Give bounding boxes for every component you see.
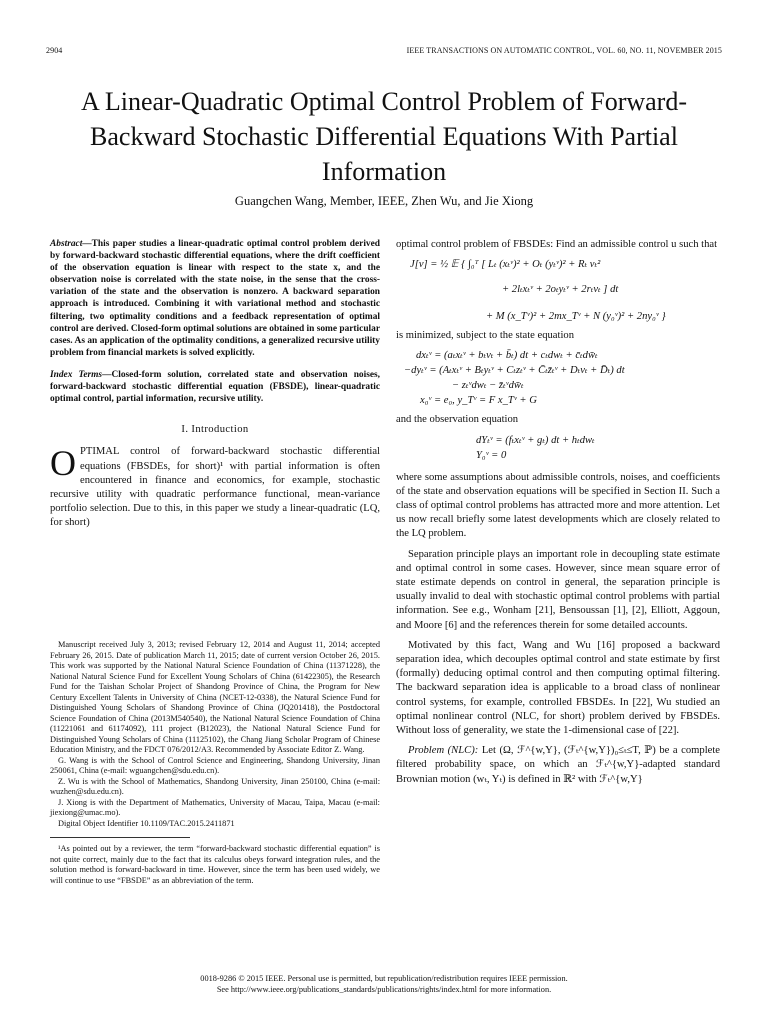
copyright-line: 0018-9286 © 2015 IEEE. Personal use is permitted, but republication/redistribution requires IEEE permission. bbox=[200, 974, 568, 983]
manuscript-note: Manuscript received July 3, 2013; revised February 12, 2014 and August 11, 2014; accepted February 26, 2015. Date of publication March 11, 2015; date of current version October 26, 2015. This work was supported by the National Natural Science Foundation of China (11371228), the National Natural Science Fund for Excellent Young Scholars of China (61422305), the Research Fund for the Taishan Scholar Project of Shandong Province of China, the Program for New Century Excellent Talents in University of China (NCET-12-0338), the Natural Science Fund for Distinguished Young Scholars of Shandong Province of China (JQ201418), the Postdoctoral Science Foundation of China (2013M540540), the National Natural Science Foundation of China (11221061 and 61174092), 111 project (B12023), the National Natural Science Fund for Distinguished Young Scholars of China (11125102), the Chang Jiang Scholar Program of Chinese Education Ministry, and the FDCT 076/2012/A3. Recommended by Associate Editor Z. Wang. bbox=[50, 640, 380, 754]
paragraph-problem-nlc bbox=[396, 744, 720, 787]
cost-functional bbox=[396, 257, 720, 324]
right-column bbox=[396, 238, 720, 787]
state-eq-intro: is minimized, subject to the state equation bbox=[396, 330, 574, 342]
paper-title: A Linear-Quadratic Optimal Control Problem of Forward-Backward Stochastic Differential Equations With Partial Information bbox=[81, 87, 687, 186]
state-line-2: −dyₜᵛ = (Aₜxₜᵛ + Bₜyₜᵛ + Cₜzₜᵛ + C̄ₜz̄ₜᵛ + Dₜvₜ + D̄ₜ) dt bbox=[404, 365, 625, 377]
index-terms-text: —Closed-form solution, correlated state and observation noises, forward-backward stochastic differential equation (FBSDE), linear-quadratic optimal control, partial information, recursive utility. bbox=[50, 369, 381, 405]
state-line-3: − zₜᵛdwₜ − z̄ₜᵛdw̄ₜ bbox=[452, 380, 524, 392]
state-equation bbox=[396, 348, 720, 408]
abstract-text: —This paper studies a linear-quadratic optimal control problem derived by forward-backward stochastic differential equations, where the drift coefficient of the observation equation is linear with respect to the state x, and the observation noise is correlated with the state noise, in the sense that the cross-variation of the state and the observation is nonzero. A backward separation approach is introduced. Combining it with variational method and stochastic filtering, two optimality conditions and a feedback representation of optimal control are derived. Closed-form optimal solutions are obtained in some particular cases. As an application of the optimality conditions, a generalized recursive utility problem from financial markets is solved explicitly. bbox=[50, 239, 380, 358]
section-heading-introduction: I. Introduction bbox=[181, 424, 249, 436]
observation-equation bbox=[396, 433, 720, 463]
paragraph-separation: Separation principle plays an important role in decoupling state estimate and optimal control in some cases. However, since mean square error of state estimate depends on control in general, the separation principle is usually invalid to deal with stochastic optimal control problems with partial information. See e.g., Wonham [21], Bensoussan [1], [2], Elliott, Aggoun, and Moore [6] and the references therein for some detailed accounts. bbox=[396, 548, 720, 631]
abstract-label: Abstract bbox=[50, 239, 83, 249]
problem-statement: optimal control problem of FBSDEs: Find an admissible control u such that bbox=[396, 239, 718, 250]
doi-note: Digital Object Identifier 10.1109/TAC.2015.2411871 bbox=[58, 818, 235, 828]
obs-line-2: Y₀ᵛ = 0 bbox=[476, 449, 507, 461]
rights-url-line: See http://www.ieee.org/publications_standards/publications/rights/index.html for more information. bbox=[216, 985, 552, 994]
affiliation-wu: Z. Wu is with the School of Mathematics, Shandong University, Jinan 250100, China (e-mail: wuzhen@sdu.edu.cn). bbox=[50, 776, 380, 796]
cost-line-1: J[v] = ½ 𝔼 { ∫₀ᵀ [ Lₜ (xₜᵛ)² + Oₜ (yₜᵛ)² + Rₜ vₜ² bbox=[410, 259, 601, 271]
cost-line-3: + M (x_Tᵛ)² + 2mx_Tᵛ + N (y₀ᵛ)² + 2ny₀ᵛ } bbox=[486, 311, 666, 323]
problem-text: Let (Ω, ℱ^{w,Y}, (ℱₜ^{w,Y})₀≤ₜ≤T, ℙ) be a complete filtered probability space, on which an ℱₜ^{w,Y}-adapted standard Brownian motion (wₜ, Yₜ) is defined in ℝ² with ℱₜ^{w,Y} bbox=[396, 745, 720, 785]
drop-cap: O bbox=[50, 443, 76, 484]
intro-paragraph bbox=[50, 445, 380, 530]
first-page-notes bbox=[50, 640, 380, 886]
paragraph-backward-separation: Motivated by this fact, Wang and Wu [16] proposed a backward separation idea, which decouples optimal control and state estimate by first (formally) deducing optimal control and then computing optimal filtering. The backward separation idea is applicable to a broad class of nonlinear control systems, for example, controlled FBSDEs. In [22], Wu studied an optimal nonlinear control (NLC, for short) problem derived by FBSDEs. Without loss of generality, we state the 1-dimensional case of [22]. bbox=[396, 639, 720, 737]
affiliation-wang: G. Wang is with the School of Control Science and Engineering, Shandong University, Jinan 250061, China (e-mail: wguangchen@sdu.edu.cn). bbox=[50, 755, 380, 775]
state-line-4: x₀ᵛ = e₀, y_Tᵛ = F x_Tᵛ + G bbox=[420, 395, 537, 407]
page-number: 2904 bbox=[46, 46, 63, 55]
copyright-footer bbox=[0, 973, 768, 995]
state-line-1: dxₜᵛ = (aₜxₜᵛ + bₜvₜ + b̄ₜ) dt + cₜdwₜ + c̄ₜdw̄ₜ bbox=[416, 350, 598, 362]
affiliation-xiong: J. Xiong is with the Department of Mathematics, University of Macau, Taipa, Macau (e-mail: jiexiong@umac.mo). bbox=[50, 797, 380, 817]
obs-line-1: dYₜᵛ = (fₜxₜᵛ + gₜ) dt + hₜdwₜ bbox=[476, 434, 595, 446]
observation-eq-intro: and the observation equation bbox=[396, 414, 519, 426]
index-terms bbox=[50, 369, 380, 405]
paragraph-assumptions: where some assumptions about admissible controls, noises, and coefficients of the state and observation equations will be specified in Section II. Such a class of optimal control problems has attracted more and more attention. Let us now recall briefly some latest developments which are closely related to the LQ problem. bbox=[396, 471, 720, 540]
intro-text: PTIMAL control of forward-backward stochastic differential equations (FBSDEs, for short)¹ with partial information is often encountered in finance and economics, for example, stochastic recursive utility with quadratic performance functional, mean-variance portfolio selection. Due to this, in this paper we study a linear-quadratic (LQ, for short) bbox=[50, 446, 380, 529]
abstract bbox=[50, 238, 380, 359]
footnote-1: ¹As pointed out by a reviewer, the term “forward-backward stochastic differential equation” is not quite correct, mainly due to the fact that its calculus obeys forward integration rules, and the solution method is forward-backward in time. However, since the term has been used widely, we will continue to use “FBSDE” as an abbreviation of the term. bbox=[50, 844, 380, 885]
left-column bbox=[50, 238, 380, 531]
cost-line-2: + 2lₜxₜᵛ + 2oₜyₜᵛ + 2rₜvₜ ] dt bbox=[502, 284, 619, 296]
author-list: Guangchen Wang, Member, IEEE, Zhen Wu, and Jie Xiong bbox=[234, 194, 534, 208]
footnote-rule bbox=[50, 837, 190, 838]
problem-label: Problem (NLC): bbox=[408, 745, 479, 757]
journal-header: IEEE TRANSACTIONS ON AUTOMATIC CONTROL, VOL. 60, NO. 11, NOVEMBER 2015 bbox=[406, 46, 722, 55]
index-terms-label: Index Terms bbox=[50, 369, 103, 380]
